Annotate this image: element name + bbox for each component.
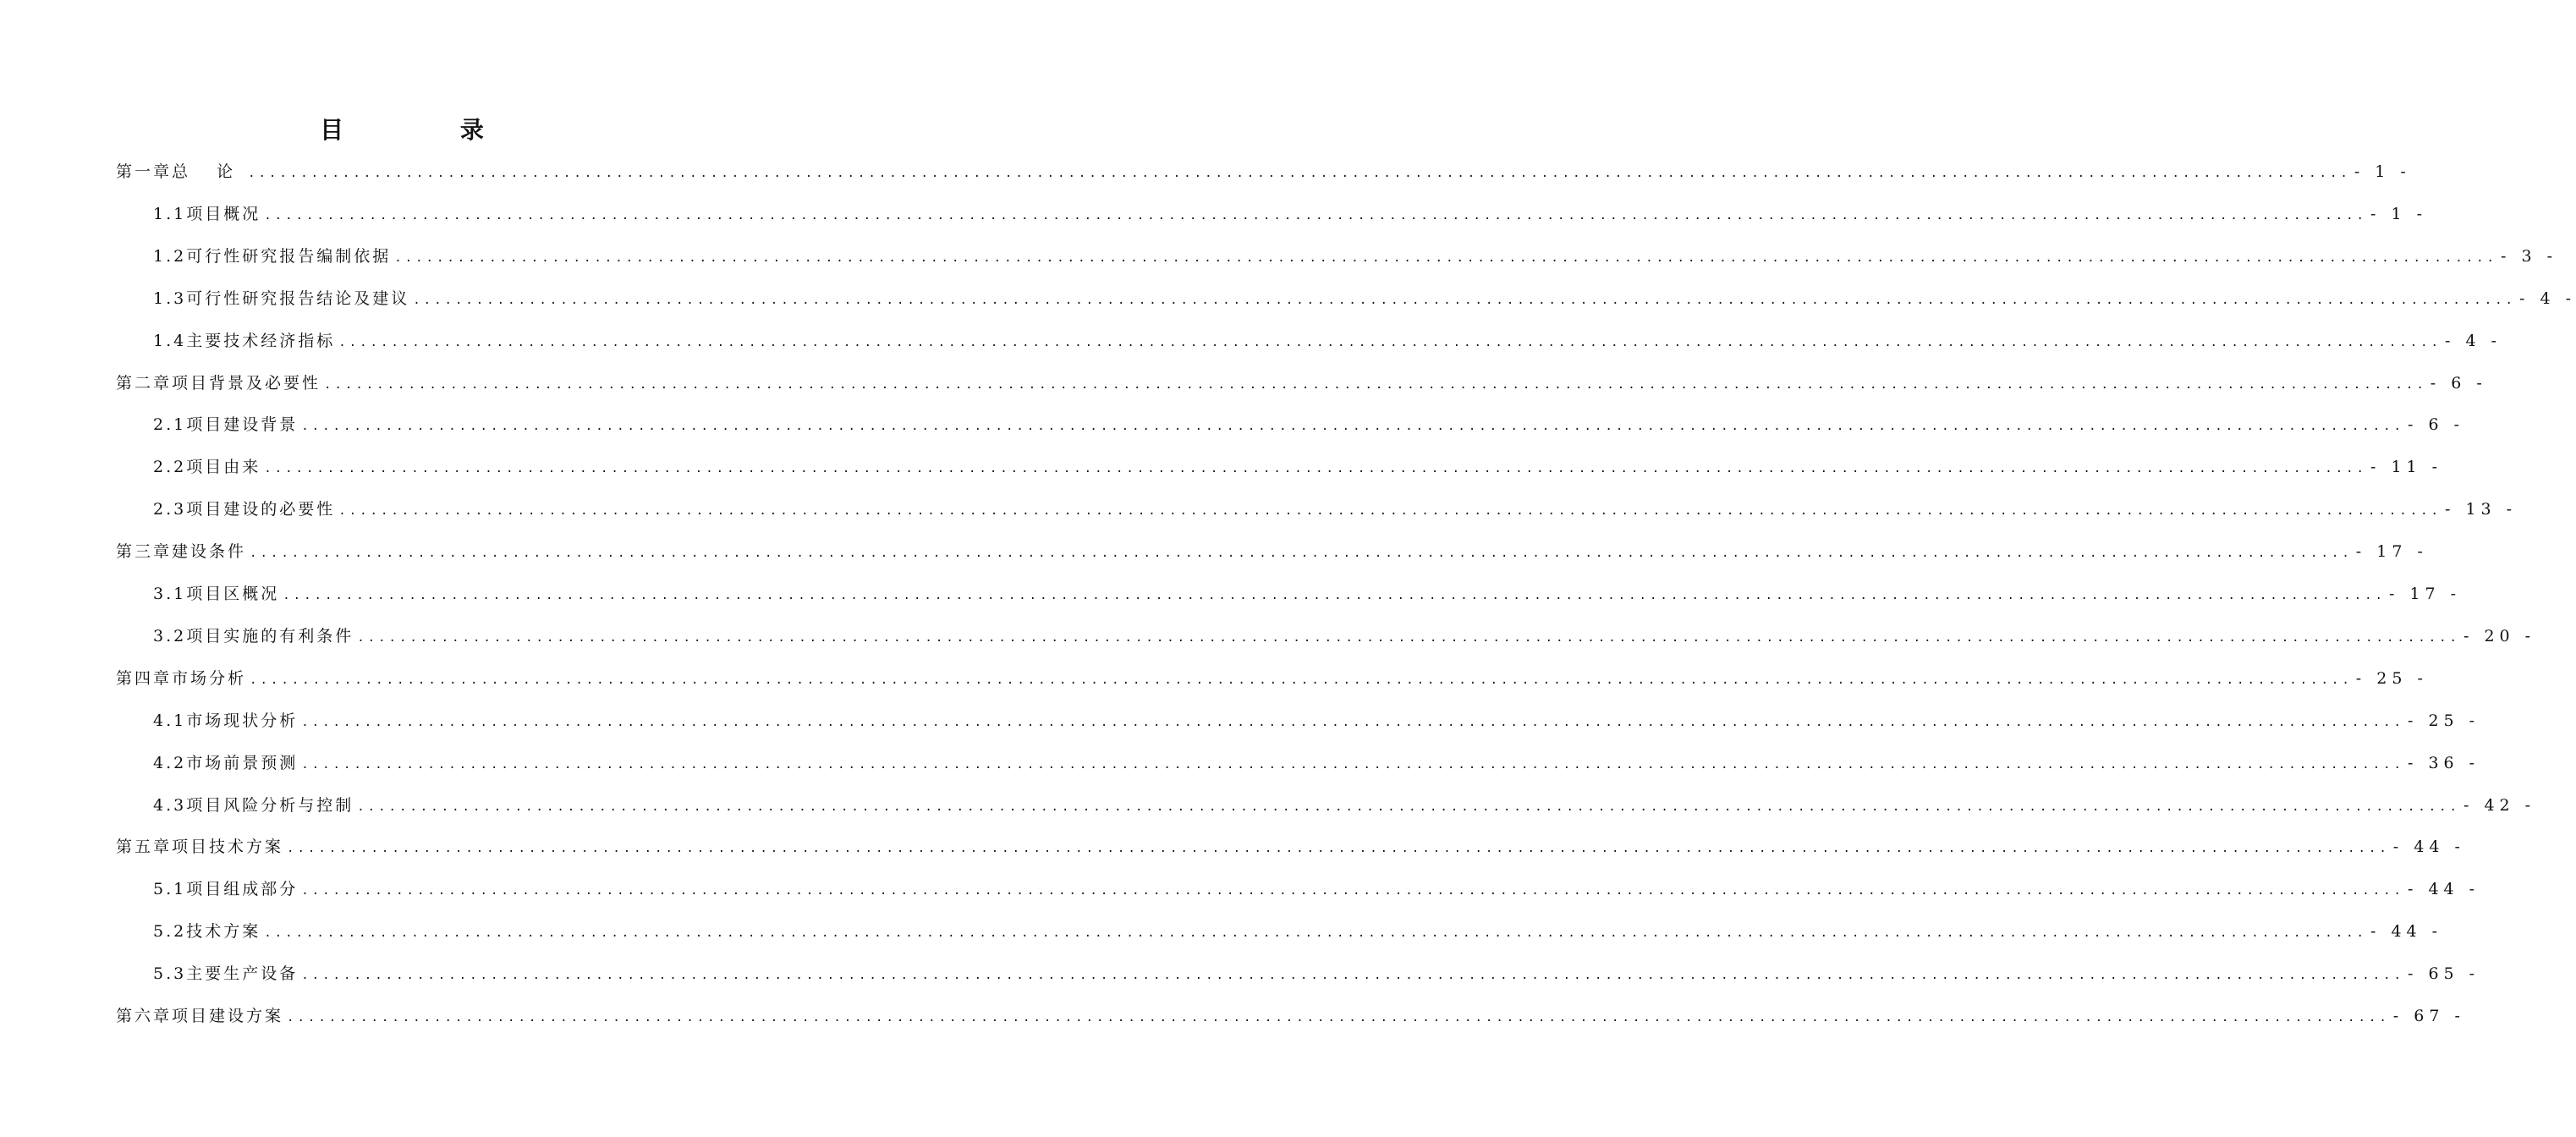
toc-chapter-entry[interactable] [116,371,2487,396]
toc-entry-number: 2.3 [153,500,187,519]
toc-entry-title: 项目组成部分 [186,880,299,899]
toc-entry-title: 可行性研究报告结论及建议 [186,288,410,308]
toc-page-number: - 4 - [2444,331,2502,350]
toc-section-entry[interactable] [153,201,2427,227]
toc-entry-title: 总 论 [172,162,245,181]
toc-entry-number: 第五章 [116,838,173,857]
toc-leader-dots: ........................................................................................................................................................................................................ [357,630,2460,645]
toc-page-number: - 17 - [2355,542,2428,562]
toc-page-number: - 67 - [2392,1007,2465,1025]
toc-entry-number: 第二章 [116,373,173,393]
toc-entry-number: 5.2 [153,922,187,942]
toc-entry-title: 建设条件 [172,542,247,562]
toc-entry-number: 1.4 [153,331,187,350]
toc-leader-dots: ........................................................................................................................................................................................................ [264,926,2367,941]
toc-page-number: - 17 - [2388,585,2462,603]
toc-chapter-entry[interactable] [116,666,2428,691]
toc-leader-dots: ........................................................................................................................................................................................................ [250,547,2353,561]
toc-page-number: - 11 - [2370,458,2443,477]
toc-section-entry[interactable] [153,412,2464,437]
toc-entry-number: 1.1 [153,204,187,223]
toc-entry-title: 项目建设的必要性 [186,500,336,519]
toc-leader-dots: ........................................................................................................................................................................................................ [264,208,2367,222]
toc-section-entry[interactable] [153,708,2480,733]
toc-section-entry[interactable] [153,328,2502,354]
toc-page-number: - 36 - [2407,753,2480,772]
toc-section-entry[interactable] [153,286,2576,311]
toc-entry-number: 4.1 [153,711,187,730]
toc-entry-number: 4.3 [153,795,187,815]
toc-entry-title: 项目由来 [186,458,261,477]
toc-leader-dots: ........................................................................................................................................................................................................ [301,969,2404,983]
toc-section-entry[interactable] [153,581,2462,607]
toc-entry-title: 项目技术方案 [172,838,284,857]
toc-leader-dots: ........................................................................................................................................................................................................ [287,1011,2390,1024]
toc-entry-number: 3.1 [153,585,187,603]
toc-entry-title: 项目实施的有利条件 [186,626,354,645]
toc-entry-title: 主要技术经济指标 [186,331,336,350]
toc-page-number: - 25 - [2407,711,2480,730]
toc-entry-number: 第一章 [116,162,173,181]
toc-entry-number: 1.3 [153,288,187,308]
toc-page-number: - 1 - [2370,204,2427,223]
toc-entry-title: 市场前景预测 [186,753,299,772]
toc-page-number: - 65 - [2407,964,2480,984]
toc-page-number: - 3 - [2500,246,2557,266]
toc-page-number: - 25 - [2355,668,2428,688]
toc-page-number: - 44 - [2392,838,2465,857]
toc-entry-number: 第四章 [116,668,173,688]
toc-leader-dots: ........................................................................................................................................................................................................ [413,293,2516,307]
toc-entry-number: 3.2 [153,626,187,645]
toc-leader-dots: ........................................................................................................................................................................................................ [324,377,2427,392]
toc-leader-dots: ........................................................................................................................................................................................................ [248,167,2351,180]
toc-leader-dots: ........................................................................................................................................................................................................ [301,884,2404,898]
toc-leader-dots: ........................................................................................................................................................................................................ [338,335,2441,349]
toc-leader-dots: ........................................................................................................................................................................................................ [301,757,2404,772]
toc-leader-dots: ........................................................................................................................................................................................................ [338,504,2441,519]
toc-page-number: - 13 - [2444,500,2518,519]
toc-entry-number: 2.1 [153,415,187,435]
toc-leader-dots: ........................................................................................................................................................................................................ [283,589,2386,602]
toc-entry-number: 1.2 [153,246,187,266]
toc-entry-title: 可行性研究报告编制依据 [186,246,392,266]
toc-entry-title: 市场现状分析 [186,711,299,730]
toc-page-number: - 6 - [2407,415,2464,435]
toc-page-number: - 6 - [2430,373,2487,393]
toc-page-number: - 4 - [2518,288,2576,308]
toc-leader-dots: ........................................................................................................................................................................................................ [287,842,2390,856]
toc-entry-title: 技术方案 [186,922,261,942]
toc-entry-title: 项目概况 [186,204,261,223]
toc-entry-title: 项目建设方案 [172,1007,284,1025]
toc-section-entry[interactable] [153,497,2518,522]
toc-entry-number: 第六章 [116,1007,173,1025]
toc-page-number: - 20 - [2463,626,2536,645]
toc-section-entry[interactable] [153,919,2443,944]
toc-leader-dots: ........................................................................................................................................................................................................ [301,420,2404,434]
toc-section-entry[interactable] [153,750,2480,776]
toc-leader-dots: ........................................................................................................................................................................................................ [250,673,2353,687]
toc-page-number: - 44 - [2407,880,2480,899]
toc-leader-dots: ........................................................................................................................................................................................................ [301,715,2404,729]
toc-entry-number: 2.2 [153,458,187,477]
toc-entry-title: 项目建设背景 [186,415,299,435]
toc-entry-number: 第三章 [116,542,173,562]
toc-section-entry[interactable] [153,454,2443,480]
toc-section-entry[interactable] [153,244,2557,269]
toc-chapter-entry[interactable] [116,539,2428,564]
toc-entry-title: 项目风险分析与控制 [186,795,354,815]
toc-chapter-entry[interactable] [116,159,2411,184]
toc-entry-title: 项目区概况 [186,585,280,603]
toc-entry-number: 5.3 [153,964,187,984]
toc-chapter-entry[interactable] [116,1003,2465,1029]
toc-leader-dots: ........................................................................................................................................................................................................ [394,250,2497,265]
toc-section-entry[interactable] [153,876,2480,902]
toc-page-number: - 44 - [2370,922,2443,942]
toc-leader-dots: ........................................................................................................................................................................................................ [264,462,2367,476]
toc-page-number: - 42 - [2463,795,2536,815]
toc-entry-title: 主要生产设备 [186,964,299,984]
toc-entry-number: 5.1 [153,880,187,899]
toc-entry-number: 4.2 [153,753,187,772]
toc-section-entry[interactable] [153,623,2536,649]
toc-entry-title: 市场分析 [172,668,247,688]
toc-page-number: - 1 - [2354,162,2411,181]
toc-chapter-entry[interactable] [116,834,2465,860]
toc-section-entry[interactable] [153,961,2480,986]
toc-entry-title: 项目背景及必要性 [172,373,321,393]
toc-section-entry[interactable] [153,793,2536,818]
toc-title: 目 录 [320,116,538,144]
toc-leader-dots: ........................................................................................................................................................................................................ [357,799,2460,814]
